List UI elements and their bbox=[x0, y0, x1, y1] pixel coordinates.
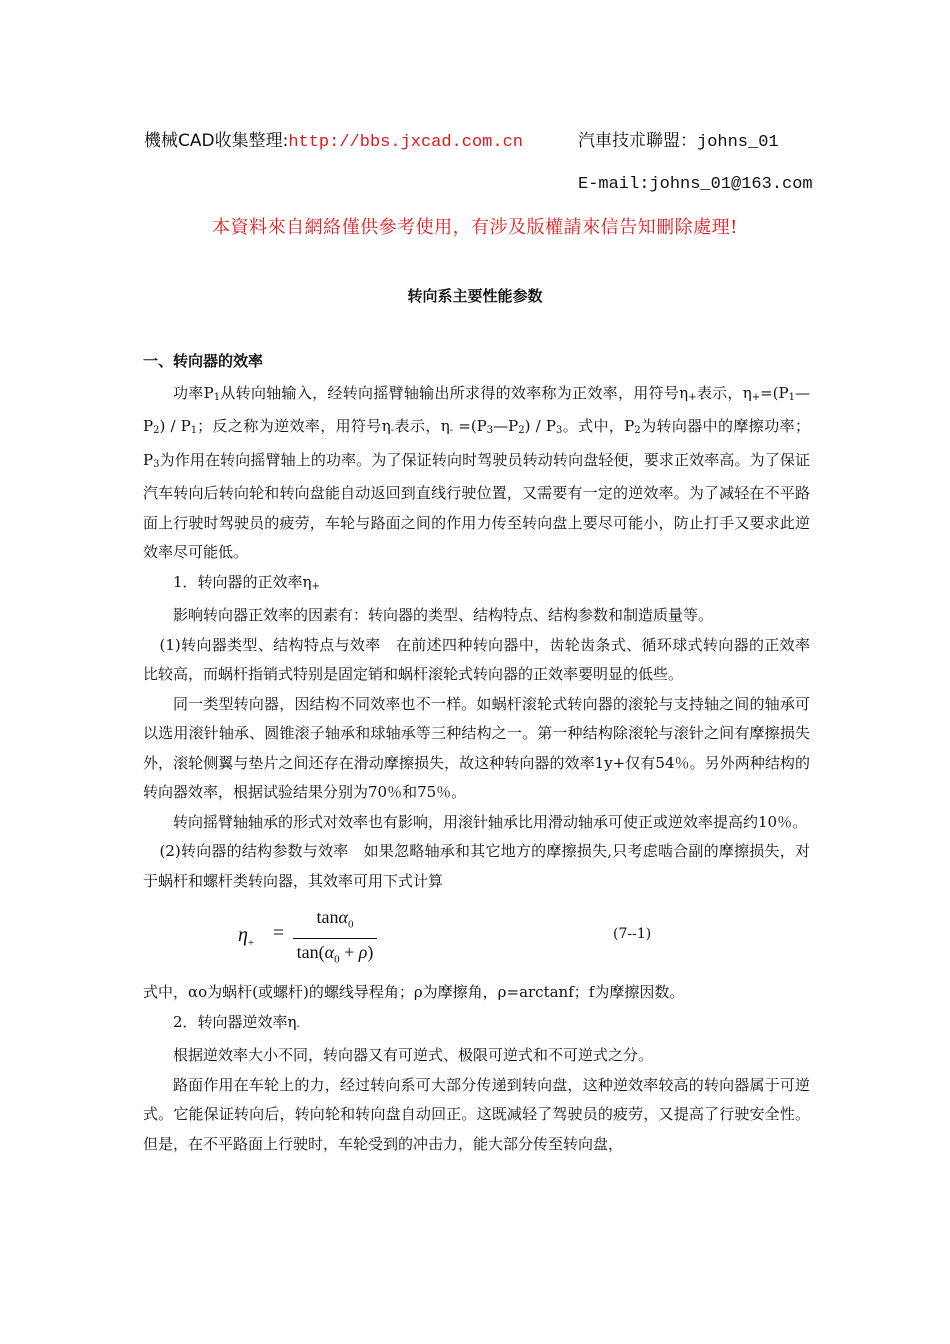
collector-link[interactable]: http://bbs.jxcad.com.cn bbox=[288, 133, 523, 152]
alliance-id: johns_01 bbox=[697, 133, 779, 152]
paragraph-factors: 影响转向器正效率的因素有：转向器的类型、结构特点、结构参数和制造质量等。 bbox=[173, 606, 714, 624]
collector-label: 機械CAD收集整理: bbox=[144, 131, 289, 151]
formula-denominator: $\tan(\alpha_0 + \rho)$ bbox=[296, 941, 374, 966]
subheading-forward-efficiency: 1．转向器的正效率$\eta_+$ bbox=[173, 572, 320, 592]
formula-number: (7--1) bbox=[613, 926, 652, 942]
subheading-reverse-efficiency: 2．转向器逆效率$\eta_-$ bbox=[173, 1012, 300, 1032]
document-body bbox=[143, 347, 810, 1159]
efficiency-formula bbox=[143, 900, 810, 972]
formula-numerator: tanα$_0$ bbox=[316, 907, 354, 931]
document-title: 转向系主要性能参数 bbox=[407, 287, 543, 305]
paragraph-formula-legend: 式中，αo为蜗杆(或螺杆)的螺线导程角；ρ为摩擦角，ρ=arctanf；f为摩擦因数。 bbox=[143, 983, 685, 1001]
alliance-label: 汽車技朮聯盟： bbox=[578, 131, 697, 151]
header-line bbox=[144, 128, 824, 154]
section-heading: 一、转向器的效率 bbox=[143, 352, 264, 370]
alliance-info bbox=[578, 128, 779, 156]
paragraph-reversibility-types: 根据逆效率大小不同，转向器又有可逆式、极限可逆式和不可逆式之分。 bbox=[173, 1046, 654, 1064]
formula-fraction bbox=[295, 904, 375, 972]
paragraph-type-efficiency: (1)转向器类型、结构特点与效率 在前述四种转向器中，齿轮齿条式、循环球式转向器的正效率比较高，而蜗杆指销式特别是固定销和蜗杆滚轮式转向器的正效率要明显的低些。 bbox=[143, 635, 810, 683]
paragraph-reversible: 路面作用在车轮上的力，经过转向系可大部分传递到转向盘，这种逆效率较高的转向器属于可逆式。它能保证转向后，转向轮和转向盘自动回正。这既减轻了驾驶员的疲劳，又提高了行驶安全性。但是，在不平路面上行驶时，车轮受到的冲击力，能大部分传至转向盘， bbox=[143, 1075, 810, 1153]
formula-lhs: $\eta_+$ bbox=[238, 924, 255, 949]
paragraph-efficiency-definition: 功率$P_1$从转向轴输入，经转向摇臂轴输出所求得的效率称为正效率，用符号$\eta_+$表示，$\eta_+=(P_1—P_2) / P_1$；反之称为逆效率，用符号$\eta_-$表示，$\eta_-$ $=(P_3—P_2) / P_3$。式中，$P_2$为转向器中的摩擦功率；$P_3$为作用在转向摇臂轴上的功率。为了保证转向时驾驶员转动转向盘轻便，要求正效率高。为了保证汽车转向后转向轮和转向盘能自动返回到直线行驶位置，又需要有一定的逆效率。为了减轻在不平路面上行驶时驾驶员的疲劳，车轮与路面之间的作用力传至转向盘上要尽可能小，防止打手又要求此逆效率尽可能低。 bbox=[143, 383, 810, 561]
formula-equals: = bbox=[273, 922, 285, 944]
paragraph-rocker-bearing: 转向摇臂轴轴承的形式对效率也有影响，用滚针轴承比用滑动轴承可使正或逆效率提高约10％。 bbox=[173, 812, 808, 831]
paragraph-bearing-structure: 同一类型转向器，因结构不同效率也不一样。如蜗杆滚轮式转向器的滚轮与支持轴之间的轴承可以选用滚针轴承、圆锥滚子轴承和球轴承等三种结构之一。第一种结构除滚轮与滚针之间有摩擦损失外，滚轮侧翼与垫片之间还存在滑动摩擦损失，故这种转向器的效率1y+仅有54％。另外两种结构的转向器效率，根据试验结果分别为70％和75％。 bbox=[143, 694, 810, 801]
paragraph-structural-parameters: (2)转向器的结构参数与效率 如果忽略轴承和其它地方的摩擦损失,只考虑啮合副的摩擦损失，对于蜗杆和螺杆类转向器，其效率可用下式计算 bbox=[143, 842, 810, 890]
email-line: E-mail:johns_01@163.com bbox=[578, 175, 813, 194]
copyright-notice: 本資料來自網絡僅供參考使用，有涉及版權請來信告知刪除處理! bbox=[212, 217, 738, 238]
